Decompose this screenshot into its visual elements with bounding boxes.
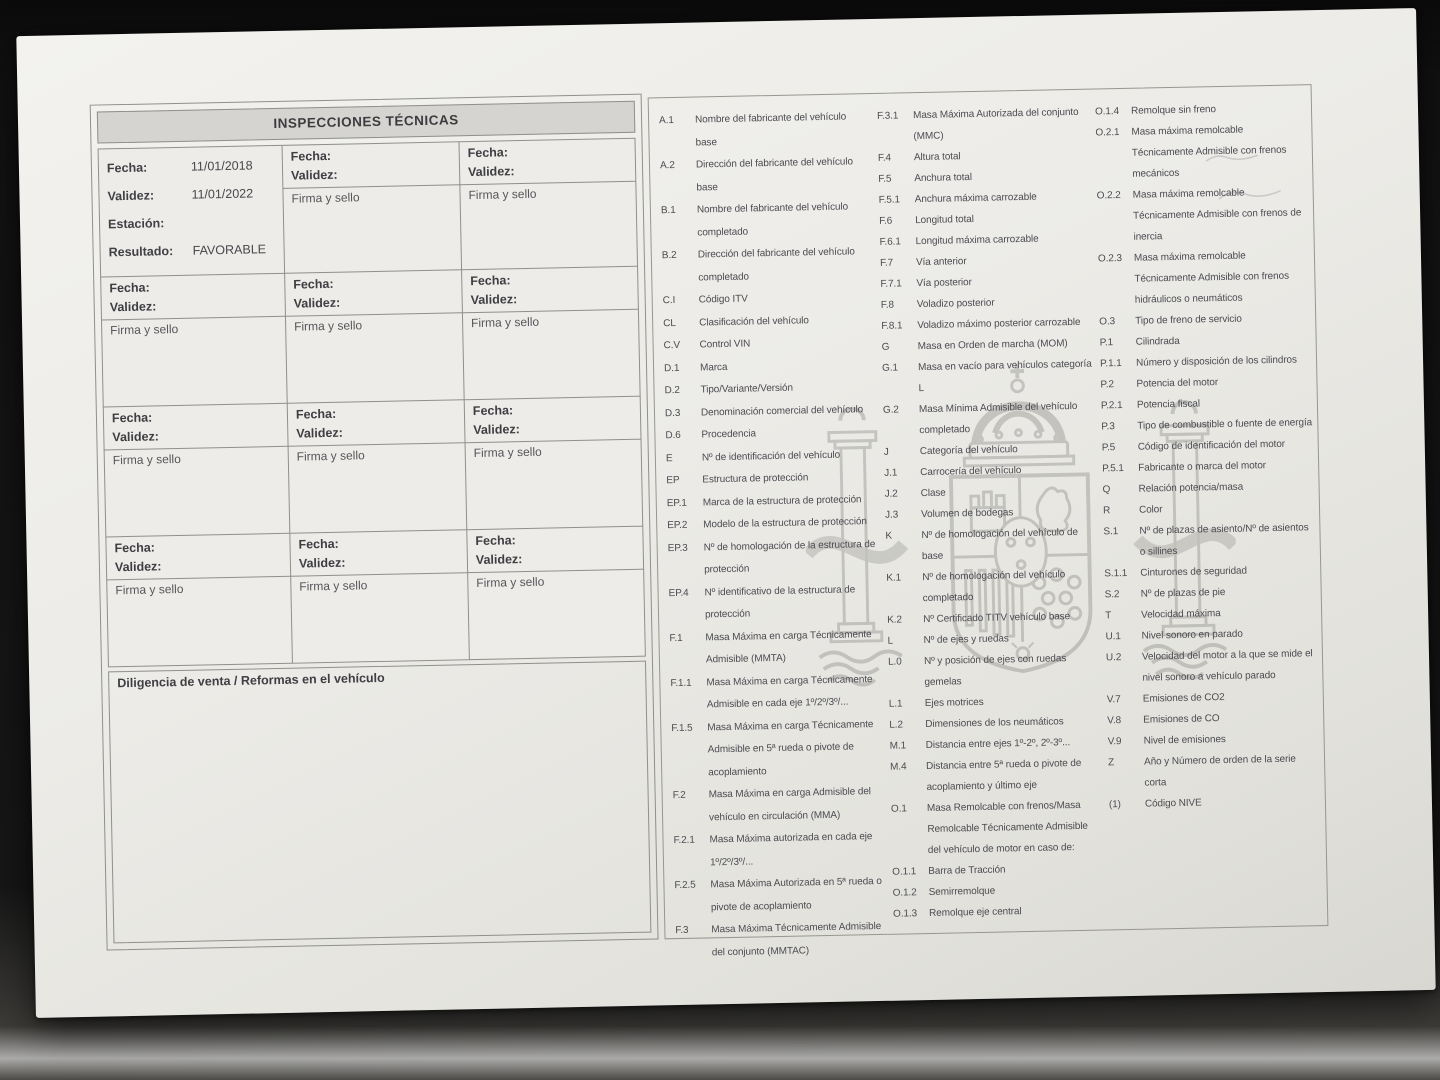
legend-code: L.1 (888, 698, 903, 710)
legend-description: Categoría del vehículo (919, 444, 1018, 458)
legend-code: K.1 (886, 572, 902, 584)
legend-code: K.2 (887, 614, 903, 626)
legend-code: EP.1 (666, 497, 687, 509)
legend-description: Masa máxima remolcable Técnicamente Admisible con frenos mecánicos (1131, 124, 1287, 180)
legend-description: Potencia del motor (1136, 377, 1219, 390)
validez-label: Validez: (290, 167, 338, 183)
legend-code: F.5 (878, 173, 892, 185)
firma-sello-cell: Firma y sello (283, 185, 461, 273)
legend-description: Vía posterior (916, 277, 972, 290)
legend-code: F.2 (672, 789, 686, 802)
fecha-validez-cell: Fecha: Validez: (467, 527, 643, 573)
legend-description: Masa máxima remolcable Técnicamente Admisible con frenos de inercia (1132, 187, 1302, 243)
legend-code: L.2 (889, 719, 904, 731)
legend-description: Velocidad máxima (1141, 608, 1221, 621)
validez-label: Validez: (107, 188, 155, 204)
fecha-validez-cell (282, 142, 459, 188)
fecha-line (107, 158, 276, 175)
firma-sello-cell: Firma y sello (289, 443, 467, 533)
legend-code: J (883, 446, 889, 458)
resultado-value: FAVORABLE (192, 242, 267, 258)
resultado-line (109, 242, 278, 259)
fecha-label: Fecha: (290, 148, 332, 164)
inspections-table (90, 94, 659, 951)
legend-description: Marca (699, 361, 728, 373)
legend-code: F.6 (879, 215, 893, 227)
legend-description: Emisiones de CO (1143, 713, 1220, 726)
inspection-row-blank (100, 266, 641, 408)
legend-code: F.5.1 (878, 194, 901, 206)
legend-entry (675, 916, 891, 965)
legend-description: Dimensiones de los neumáticos (925, 716, 1064, 731)
diligencia-section: Diligencia de venta / Reformas en el vehículo (108, 661, 651, 944)
inspection-row-blank (105, 526, 646, 668)
legend-code: F.3.1 (876, 110, 899, 122)
legend-description: Barra de Tracción (928, 864, 1006, 878)
legend-entry (669, 623, 885, 672)
legend-code: F.8.1 (881, 320, 903, 332)
legend-code: M.1 (889, 740, 907, 752)
legend-description: Nº de homologación de la estructura de protección (703, 538, 876, 576)
legend-description: Distancia entre ejes 1º-2º, 2º-3º... (925, 737, 1071, 752)
legend-description: Clase (920, 487, 946, 500)
legend-code: D.3 (664, 407, 681, 419)
legend-description: Masa máxima remolcable Técnicamente Admisible con frenos hidráulicos o neumáticos (1133, 250, 1290, 306)
legend-description: Tipo de combustible o fuente de energía (1137, 417, 1313, 432)
firma-sello-cell: Firma y sello (466, 440, 643, 529)
legend-description: Nivel de emisiones (1143, 734, 1226, 747)
legend-code: B.1 (660, 204, 676, 217)
legend-code: V.7 (1106, 694, 1121, 706)
legend-description: Procedencia (701, 428, 757, 441)
legend-entry (1108, 748, 1324, 794)
legend-description: Código NIVE (1144, 797, 1202, 810)
legend-entry (1098, 244, 1314, 311)
firma-sello-cell: Firma y sello (107, 577, 292, 667)
legend-description: Código de identificación del motor (1137, 438, 1286, 453)
legend-code: A.1 (659, 114, 674, 127)
fecha-validez-cell: Fecha: Validez: (106, 534, 290, 580)
legend-code: T (1105, 610, 1112, 622)
legend-description: Masa Máxima Técnicamente Admisible del conjunto (MMTAC) (711, 920, 882, 958)
legend-entry (1103, 517, 1319, 563)
legend-code: F.8 (880, 299, 895, 311)
legend-entry (673, 826, 889, 875)
legend-entry (1106, 643, 1322, 689)
legend-description: Voladizo posterior (916, 297, 995, 311)
legend-code: F.7 (879, 257, 894, 269)
legend-description: Altura total (913, 151, 961, 164)
legend-entry (890, 752, 1106, 798)
legend-description: Remolque sin freno (1130, 104, 1217, 117)
legend-entry (882, 354, 1098, 400)
fecha-validez-cell: Fecha: Validez: (462, 267, 638, 313)
legend-entry (661, 196, 877, 245)
legend-description: Masa en Orden de marcha (MOM) (917, 338, 1068, 353)
validez-label: Validez: (467, 164, 515, 180)
estacion-line (108, 214, 277, 231)
legend-description: Masa Máxima autorizada en cada eje 1º/2º/3º/... (709, 831, 873, 868)
legend-code: F.7.1 (880, 278, 902, 290)
legend-description: Control VIN (699, 338, 751, 351)
legend-code: F.1.1 (670, 677, 692, 689)
legend-description: Nombre del fabricante del vehículo base (694, 111, 847, 149)
legend-code: P.3 (1101, 421, 1115, 433)
legend-code: U.2 (1105, 652, 1122, 664)
legend-code: A.2 (659, 159, 675, 172)
legend-code: P.5.1 (1102, 463, 1124, 475)
legend-description: Masa Máxima en carga Técnicamente Admisible (MMTA) (705, 628, 872, 666)
legend-code: V.9 (1107, 736, 1122, 748)
legend-code: C.V (663, 339, 681, 352)
legend-description: Año y Número de orden de la serie corta (1143, 753, 1296, 789)
legend-description: Nº de homologación del vehículo completado (922, 569, 1066, 605)
legend-entry (893, 899, 1108, 924)
legend-entry (659, 106, 875, 155)
fecha-validez-cell: Fecha: Validez: (101, 274, 285, 320)
legend-description: Distancia entre 5ª rueda o pivote de acoplamiento y último eje (926, 757, 1082, 794)
inspection-row-blank (103, 396, 644, 538)
legend-code: Z (1107, 757, 1115, 769)
legend-code: J.3 (884, 509, 899, 521)
legend-code: O.2.3 (1097, 253, 1123, 265)
legend-column (877, 102, 1109, 961)
legend-code: S.1.1 (1104, 567, 1128, 580)
legend-entry (671, 713, 887, 785)
fecha-validez-cell: Fecha: Validez: (285, 270, 462, 316)
legend-description: Anchura máxima carrozable (914, 191, 1037, 206)
legend-code: G.2 (882, 404, 899, 416)
legend-entry (672, 781, 888, 830)
legend-description: Voladizo máximo posterior carrozable (917, 316, 1081, 332)
legend-description: Nº de plazas de pie (1140, 586, 1226, 600)
legend-code: B.2 (661, 249, 677, 262)
firma-sello-cell: Firma y sello (105, 447, 290, 537)
firma-sello-cell: Firma y sello (286, 313, 464, 403)
legend-description: Remolque eje central (928, 906, 1022, 920)
firma-sello-cell: Firma y sello (468, 570, 645, 659)
legend-description: Volumen de bodegas (920, 507, 1014, 521)
legend-code: P.5 (1101, 442, 1116, 454)
legend-code: E (665, 452, 673, 464)
legend-description: Carrocería del vehículo (920, 465, 1022, 479)
legend-description: Tipo/Variante/Versión (700, 382, 794, 396)
fecha-validez-cell: Fecha: Validez: (465, 397, 641, 443)
fecha-validez-cell: Fecha: Validez: (290, 530, 467, 576)
legend-entry (662, 241, 878, 290)
legend-code: EP.2 (667, 519, 688, 532)
legend-code: M.4 (890, 761, 907, 773)
legend-code: S.2 (1104, 589, 1120, 601)
legend-description: Nº de ejes y ruedas (923, 633, 1009, 647)
legend-description: Nombre del fabricante del vehículo completado (696, 201, 849, 239)
legend-description: Dirección del fabricante del vehículo completado (697, 246, 855, 284)
legend-column (659, 106, 891, 965)
legend-description: Semirremolque (928, 885, 996, 899)
legend-code: O.2.1 (1095, 127, 1120, 139)
legend-description: Masa Mínima Admisible del vehículo completado (918, 400, 1078, 437)
fecha-validez-cell: Fecha: Validez: (288, 400, 465, 446)
firma-sello-cell: Firma y sello (460, 182, 637, 269)
legend-entry (667, 533, 883, 582)
legend-code: D.2 (664, 384, 680, 397)
legend-description: Emisiones de CO2 (1142, 692, 1225, 705)
legend-code: D.6 (665, 429, 681, 442)
legend-description: Modelo de la estructura de protección (703, 516, 867, 531)
legend-entry (674, 871, 890, 920)
legend-description: Masa Máxima Autorizada del conjunto (MMC) (912, 106, 1079, 143)
legend-code: F.6.1 (879, 236, 901, 248)
legend-entry (886, 563, 1102, 609)
legend-code: G.1 (882, 362, 899, 374)
legend-column (1095, 97, 1327, 956)
legend-description: Longitud total (915, 213, 974, 227)
legend-entry (888, 647, 1104, 693)
legend-description: Número y disposición de los cilindros (1135, 354, 1297, 369)
validez-value: 11/01/2022 (191, 186, 254, 202)
legend-entry (660, 151, 876, 200)
legend-code: EP.3 (667, 542, 688, 554)
legend-code: O.1 (890, 803, 907, 815)
fecha-label: Fecha: (467, 145, 509, 161)
legend-description: Nº Certificado TITV vehículo base (923, 611, 1071, 626)
legend-description: Marca de la estructura de protección (702, 493, 862, 508)
legend-code: J.2 (884, 488, 898, 500)
legend-panel (648, 84, 1329, 958)
fecha-label: Fecha: (106, 160, 148, 176)
firma-sello-cell: Firma y sello (463, 310, 640, 399)
document-sheet (16, 8, 1435, 1018)
fecha-value: 11/01/2018 (190, 158, 253, 174)
legend-code: P.2.1 (1100, 400, 1123, 412)
legend-code: F.4 (877, 152, 892, 164)
legend-code: F.1 (669, 632, 683, 644)
legend-description: Dirección del fabricante del vehículo base (695, 156, 854, 194)
legend-code: L (887, 635, 894, 647)
fecha-validez-cell: Fecha: Validez: (104, 404, 288, 450)
resultado-label: Resultado: (108, 244, 174, 260)
legend-code: EP.4 (668, 587, 689, 599)
legend-description: Masa Máxima Autorizada en 5ª rueda o pivote de acoplamiento (710, 875, 882, 913)
legend-code: O.2.2 (1096, 190, 1121, 202)
legend-code: O.1.2 (892, 887, 917, 899)
legend-code: L.0 (887, 656, 902, 668)
legend-description: Masa Máxima en carga Técnicamente Admisible en 5ª rueda o pivote de acoplamiento (707, 718, 874, 778)
legend-code: P.1 (1099, 337, 1114, 349)
legend-code: F.3 (675, 924, 689, 937)
fecha-validez-cell (459, 139, 635, 185)
legend-code: O.1.3 (892, 908, 918, 920)
legend-columns (659, 97, 1324, 965)
legend-code: O.3 (1099, 316, 1116, 328)
legend-entry (885, 521, 1101, 567)
legend-code: F.1.5 (671, 722, 693, 734)
legend-description: Tipo de freno de servicio (1135, 313, 1242, 327)
firma-sello-cell: Firma y sello (102, 317, 287, 407)
legend-code: CL (663, 317, 676, 329)
inspection-rows (98, 138, 646, 668)
legend-description: Masa Remolcable con frenos/Masa Remolcable Técnicamente Admisible del vehículo de motor en caso de: (926, 799, 1088, 857)
legend-entry (668, 578, 884, 627)
legend-code: EP (666, 474, 680, 487)
inspections-title: INSPECCIONES TÉCNICAS (97, 101, 636, 144)
legend-entry (877, 102, 1093, 148)
legend-description: Clasificación del vehículo (699, 314, 809, 328)
legend-description: Denominación comercial del vehículo (700, 403, 864, 418)
legend-description: Velocidad del motor a la que se mide el nivel sonoro a vehículo parado (1141, 648, 1313, 684)
legend-description: Cinturones de seguridad (1140, 565, 1248, 579)
legend-description: Nº de homologación del vehículo de base (921, 526, 1079, 563)
legend-code: O.1.1 (892, 866, 917, 878)
legend-description: Nº y posición de ejes con ruedas gemelas (923, 653, 1067, 689)
legend-entry (883, 396, 1099, 442)
legend-code: V.8 (1107, 715, 1122, 727)
legend-description: Longitud máxima carrozable (915, 233, 1039, 248)
legend-code: O.1.4 (1094, 106, 1120, 118)
legend-code: G (881, 341, 890, 353)
legend-entry (1109, 790, 1324, 815)
estacion-label: Estación: (107, 216, 165, 232)
inspection-row-first (98, 138, 638, 278)
legend-description: Ejes motrices (924, 696, 984, 710)
legend-code: F.2.1 (673, 834, 695, 847)
legend-description: Estructura de protección (702, 472, 809, 486)
legend-description: Nº identificativo de la estructura de protección (704, 583, 856, 621)
legend-description: Potencia fiscal (1136, 398, 1201, 411)
legend-description: Cilindrada (1135, 335, 1180, 348)
legend-code: P.1.1 (1099, 358, 1122, 370)
legend-code: F.2.5 (674, 879, 696, 892)
legend-code: C.I (662, 294, 676, 307)
legend-description: Masa Máxima en carga Técnicamente Admisible en cada eje 1º/2º/3º/... (706, 673, 873, 711)
first-inspection-info-cell (99, 146, 284, 277)
legend-code: P.2 (1100, 379, 1115, 391)
legend-description: Masa en vacío para vehículos categoría L (918, 358, 1092, 395)
legend-code: K (885, 530, 893, 542)
legend-description: Nº de plazas de asiento/Nº de asientos o sillines (1139, 522, 1309, 558)
legend-code: Q (1102, 484, 1111, 496)
validez-line (107, 186, 276, 203)
legend-description: Anchura total (914, 171, 973, 185)
legend-code: J.1 (884, 467, 898, 479)
legend-code: D.1 (663, 362, 680, 374)
legend-entry (1095, 118, 1311, 185)
legend-code: U.1 (1105, 631, 1121, 643)
legend-description: Nivel sonoro en parado (1141, 628, 1243, 642)
legend-description: Color (1138, 504, 1163, 516)
legend-description: Relación potencia/masa (1138, 481, 1244, 495)
legend-description: Masa Máxima en carga Admisible del vehículo en circulación (MMA) (708, 786, 871, 823)
legend-code: R (1102, 505, 1111, 517)
legend-description: Nº de identificación del vehículo (701, 449, 841, 463)
firma-sello-cell: Firma y sello (291, 573, 469, 663)
legend-entry (670, 668, 886, 717)
legend-description: Código ITV (698, 293, 748, 306)
legend-description: Fabricante o marca del motor (1138, 460, 1267, 474)
legend-entry (1097, 181, 1313, 248)
legend-code: (1) (1108, 799, 1121, 811)
legend-description: Vía anterior (915, 256, 967, 269)
legend-code: S.1 (1103, 526, 1119, 538)
legend-entry (891, 794, 1107, 861)
